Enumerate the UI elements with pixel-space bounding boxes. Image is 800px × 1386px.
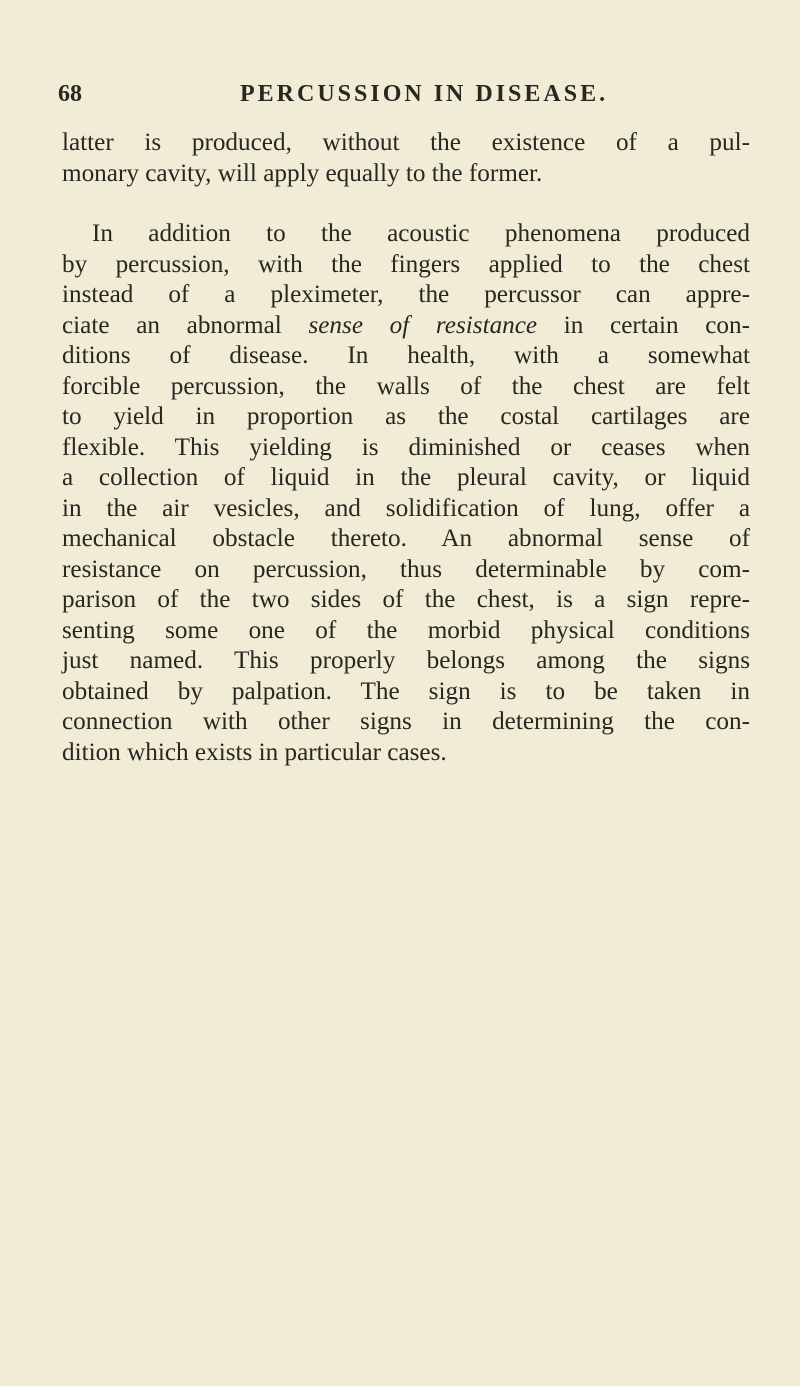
text-line: connection with other signs in determining the con-	[62, 708, 750, 735]
text-line: by percussion, with the fingers applied to the chest	[62, 250, 750, 278]
text-line: just named. This properly belongs among the signs	[62, 647, 750, 674]
body-text	[62, 128, 750, 768]
text-line: to yield in proportion as the costal cartilages are	[62, 403, 750, 430]
paragraph-1	[62, 128, 750, 189]
text-line: senting some one of the morbid physical conditions	[62, 616, 750, 644]
text-line: parison of the two sides of the chest, is a sign repre-	[62, 586, 750, 613]
page-header	[58, 76, 748, 112]
text-line: in the air vesicles, and solidification of lung, offer a	[62, 494, 750, 522]
text-line: resistance on percussion, thus determinable by com-	[62, 555, 750, 583]
text-line: dition which exists in particular cases.	[62, 738, 447, 766]
paragraph-2	[62, 219, 750, 768]
text-line: forcible percussion, the walls of the chest are felt	[62, 372, 750, 400]
text-line: obtained by palpation. The sign is to be taken in	[62, 677, 750, 705]
text-line: In addition to the acoustic phenomena produced	[92, 220, 750, 247]
paragraph-gap	[62, 189, 750, 219]
page-number: 68	[58, 81, 82, 107]
text-line: latter is produced, without the existence of a pul-	[62, 129, 750, 156]
text-fragment: ciate an abnormal	[62, 311, 309, 339]
text-fragment: in certain con-	[537, 311, 750, 339]
text-line	[62, 311, 750, 342]
text-line: mechanical obstacle thereto. An abnormal sense of	[62, 525, 750, 552]
text-line: instead of a pleximeter, the percussor can appre-	[62, 281, 750, 308]
text-line: ditions of disease. In health, with a somewhat	[62, 342, 750, 369]
text-line: monary cavity, will apply equally to the former.	[62, 159, 543, 187]
italic-phrase: sense of resistance	[308, 311, 538, 339]
running-head: PERCUSSION IN DISEASE.	[240, 81, 609, 107]
text-line: flexible. This yielding is diminished or ceases when	[62, 433, 750, 461]
text-line: a collection of liquid in the pleural cavity, or liquid	[62, 464, 750, 491]
